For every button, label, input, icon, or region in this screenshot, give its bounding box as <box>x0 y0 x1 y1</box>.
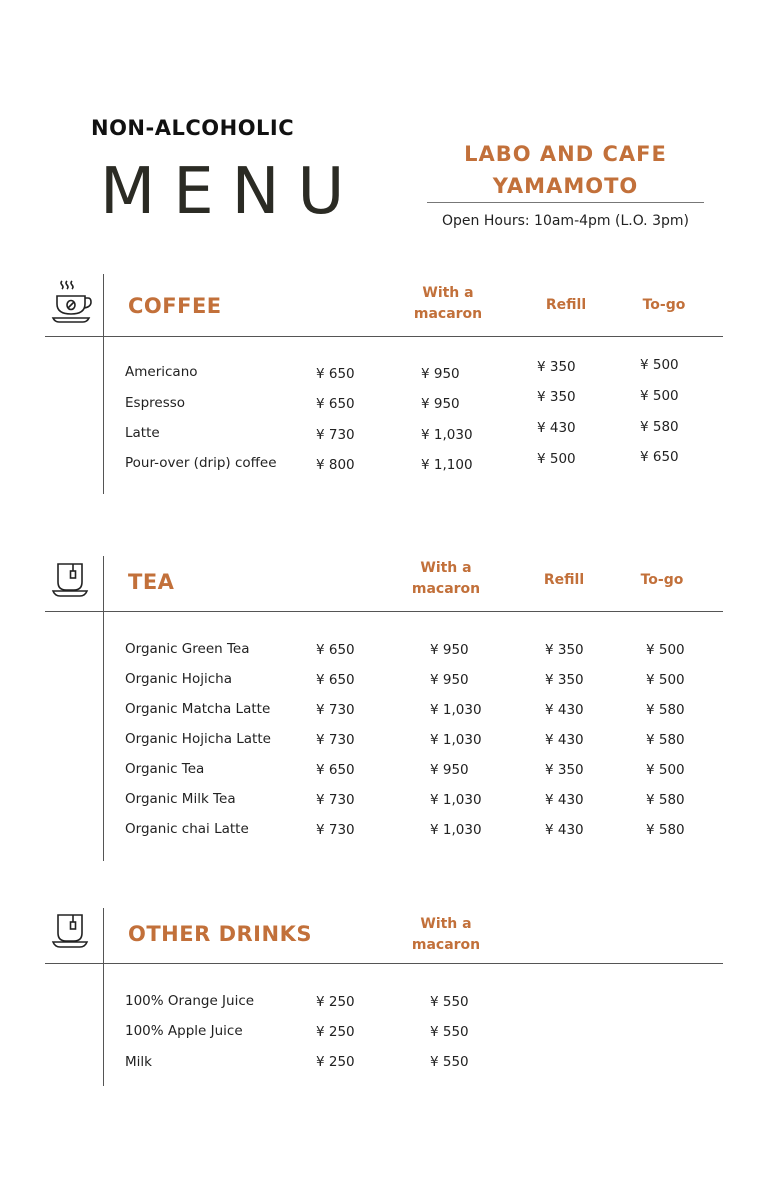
cafe-name-line2: YAMAMOTO <box>492 174 639 198</box>
coffee-header-rule <box>45 336 723 337</box>
other-vertical-rule <box>103 908 104 1086</box>
col-macaron-line1: With a <box>420 916 472 932</box>
price-regular: ¥ 730 <box>316 822 355 838</box>
col-macaron-line1: With a <box>420 560 472 576</box>
tea-vertical-rule <box>103 556 104 861</box>
price-regular: ¥ 730 <box>316 792 355 808</box>
tea-col-togo: To-go <box>640 572 684 588</box>
price-macaron: ¥ 950 <box>430 642 469 658</box>
menu-item-name: 100% Orange Juice <box>125 993 255 1009</box>
col-macaron-line2: macaron <box>411 581 481 597</box>
menu-item-name: Organic Tea <box>125 761 205 777</box>
price-togo: ¥ 500 <box>646 762 685 778</box>
price-refill: ¥ 350 <box>545 642 584 658</box>
price-refill: ¥ 350 <box>537 389 576 405</box>
price-togo: ¥ 580 <box>646 732 685 748</box>
price-refill: ¥ 350 <box>545 762 584 778</box>
cafe-name <box>427 138 704 202</box>
price-macaron: ¥ 950 <box>430 672 469 688</box>
price-refill: ¥ 430 <box>545 822 584 838</box>
price-refill: ¥ 430 <box>545 702 584 718</box>
other-header-rule <box>45 963 723 964</box>
menu-item-name: Milk <box>125 1054 152 1070</box>
price-macaron: ¥ 950 <box>421 366 460 382</box>
coffee-cup-icon <box>51 278 93 328</box>
menu-item-name: Organic Milk Tea <box>125 791 236 807</box>
header-divider <box>427 202 704 203</box>
price-togo: ¥ 580 <box>640 419 679 435</box>
col-macaron-line1: With a <box>422 285 474 301</box>
price-regular: ¥ 650 <box>316 672 355 688</box>
menu-title: MENU <box>100 155 363 229</box>
price-togo: ¥ 650 <box>640 449 679 465</box>
price-macaron: ¥ 950 <box>421 396 460 412</box>
price-refill: ¥ 430 <box>545 792 584 808</box>
menu-item-name: Organic Hojicha Latte <box>125 731 271 747</box>
menu-item-name: Organic Hojicha <box>125 671 232 687</box>
price-regular: ¥ 730 <box>316 702 355 718</box>
price-togo: ¥ 500 <box>640 388 679 404</box>
price-regular: ¥ 650 <box>316 366 355 382</box>
price-macaron: ¥ 950 <box>430 762 469 778</box>
price-regular: ¥ 650 <box>316 396 355 412</box>
price-regular: ¥ 250 <box>316 1024 355 1040</box>
tea-col-macaron <box>403 558 489 600</box>
price-regular: ¥ 650 <box>316 642 355 658</box>
coffee-col-refill: Refill <box>545 297 587 313</box>
price-macaron: ¥ 1,030 <box>421 427 473 443</box>
tea-cup-icon <box>51 912 91 956</box>
col-macaron-line2: macaron <box>411 937 481 953</box>
price-macaron: ¥ 550 <box>430 994 469 1010</box>
price-macaron: ¥ 1,030 <box>430 792 482 808</box>
menu-item-name: Espresso <box>125 395 186 411</box>
menu-item-name: Organic Matcha Latte <box>125 701 271 717</box>
menu-item-name: Americano <box>125 364 198 380</box>
price-macaron: ¥ 1,030 <box>430 732 482 748</box>
price-macaron: ¥ 550 <box>430 1024 469 1040</box>
price-regular: ¥ 730 <box>316 427 355 443</box>
tea-header-rule <box>45 611 723 612</box>
coffee-col-macaron <box>405 283 491 325</box>
open-hours: Open Hours: 10am-4pm (L.O. 3pm) <box>442 213 689 229</box>
price-macaron: ¥ 1,030 <box>430 822 482 838</box>
price-macaron: ¥ 1,030 <box>430 702 482 718</box>
menu-item-name: Pour-over (drip) coffee <box>125 455 277 471</box>
coffee-section-title: COFFEE <box>128 294 222 318</box>
tea-col-refill: Refill <box>543 572 585 588</box>
menu-item-name: Organic chai Latte <box>125 821 249 837</box>
price-regular: ¥ 250 <box>316 994 355 1010</box>
menu-subtitle: NON-ALCOHOLIC <box>91 116 295 140</box>
price-regular: ¥ 250 <box>316 1054 355 1070</box>
menu-item-name: 100% Apple Juice <box>125 1023 243 1039</box>
price-refill: ¥ 500 <box>537 451 576 467</box>
price-refill: ¥ 430 <box>545 732 584 748</box>
price-refill: ¥ 350 <box>545 672 584 688</box>
price-togo: ¥ 500 <box>646 642 685 658</box>
coffee-col-togo: To-go <box>642 297 686 313</box>
price-regular: ¥ 650 <box>316 762 355 778</box>
menu-item-name: Organic Green Tea <box>125 641 250 657</box>
cafe-name-line1: LABO AND CAFE <box>464 142 667 166</box>
price-regular: ¥ 800 <box>316 457 355 473</box>
price-macaron: ¥ 1,100 <box>421 457 473 473</box>
coffee-vertical-rule <box>103 274 104 494</box>
price-togo: ¥ 580 <box>646 792 685 808</box>
price-macaron: ¥ 550 <box>430 1054 469 1070</box>
price-refill: ¥ 430 <box>537 420 576 436</box>
price-togo: ¥ 500 <box>640 357 679 373</box>
price-togo: ¥ 580 <box>646 702 685 718</box>
menu-item-name: Latte <box>125 425 160 441</box>
col-macaron-line2: macaron <box>413 306 483 322</box>
price-refill: ¥ 350 <box>537 359 576 375</box>
price-togo: ¥ 580 <box>646 822 685 838</box>
tea-cup-icon <box>51 561 91 605</box>
price-regular: ¥ 730 <box>316 732 355 748</box>
price-togo: ¥ 500 <box>646 672 685 688</box>
other-section-title: OTHER DRINKS <box>128 922 312 946</box>
tea-section-title: TEA <box>128 570 175 594</box>
other-col-macaron <box>403 914 489 956</box>
